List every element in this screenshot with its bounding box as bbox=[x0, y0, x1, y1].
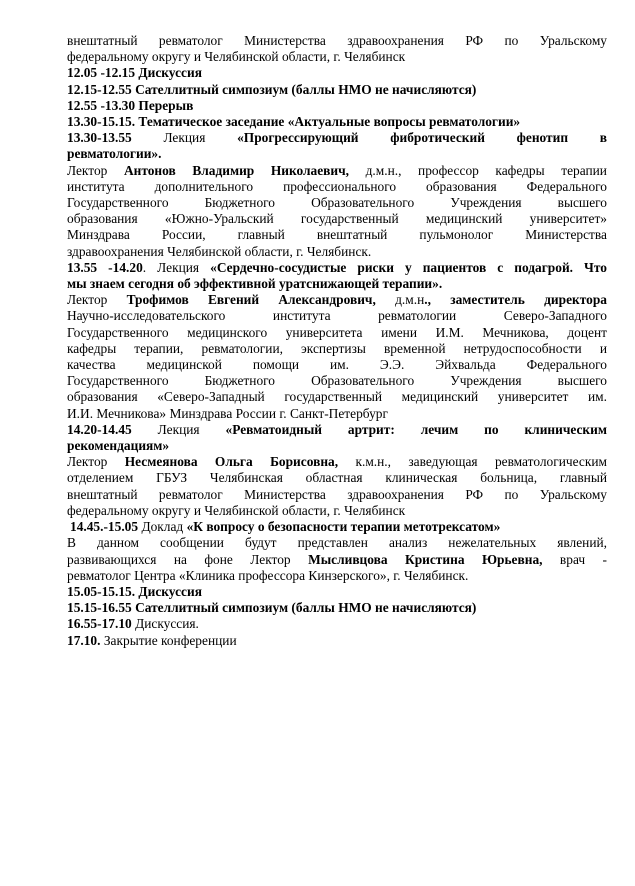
lecture-title-cont: ревматологии». bbox=[67, 146, 162, 162]
text-line: внештатный ревматолог Министерства здравоохранения РФ по Уральскому bbox=[67, 486, 607, 502]
lecture-type: Лекция bbox=[157, 421, 200, 437]
paragraph-continuation bbox=[67, 33, 607, 65]
text-line: Государственного Бюджетного Образовательного Учреждения высшего bbox=[67, 195, 607, 211]
text-line: Научно-исследовательского института ревматологии Северо-Западного bbox=[67, 308, 607, 324]
lecture-type: . Лекция bbox=[142, 259, 211, 275]
lecture-title: «Ревматоидный артрит: лечим по клиническим bbox=[225, 421, 607, 437]
schedule-item-lecture-2 bbox=[67, 260, 607, 422]
lecture-type: Лекция bbox=[163, 130, 206, 146]
text-line: качества медицинской помощи им. Э.Э. Эйхвальда Федерального bbox=[67, 357, 607, 373]
document-page bbox=[67, 33, 607, 649]
schedule-item-discussion-3 bbox=[67, 616, 607, 632]
lecturer-degree: д.м.н bbox=[395, 292, 425, 308]
text-line: образования «Южно-Уральский государственный медицинский университет» bbox=[67, 211, 607, 227]
report-title: «К вопросу о безопасности терапии метотрексатом» bbox=[186, 519, 501, 535]
text-line: института дополнительного профессионального образования Федерального bbox=[67, 178, 607, 194]
item-text: Закрытие конференции bbox=[103, 632, 237, 648]
lecturer-desc: ., заместитель директора bbox=[424, 292, 607, 308]
text-line: И.И. Мечникова» Минздрава России г. Санкт-Петербург bbox=[67, 405, 388, 421]
schedule-item-report bbox=[67, 519, 607, 584]
schedule-item-satellite-symposium-2: 15.15-16.55 Сателлитный симпозиум (баллы НМО не начисляются) bbox=[67, 600, 477, 616]
schedule-item-lecture-3 bbox=[67, 422, 607, 519]
text-line: внештатный ревматолог Министерства здравоохранения РФ по Уральскому bbox=[67, 33, 607, 48]
text-line: Государственного Бюджетного Образовательного Учреждения высшего bbox=[67, 373, 607, 389]
text-line: федеральному округу и Челябинской области, г. Челябинск bbox=[67, 49, 406, 65]
schedule-item-discussion-2: 15.05-15.15. Дискуссия bbox=[67, 583, 202, 599]
lecturer-name: Трофимов Евгений Александрович, bbox=[126, 292, 376, 308]
report-desc: развивающихся на фоне Лектор bbox=[67, 551, 291, 567]
text-line: Государственного медицинского университета имени И.М. Мечникова, доцент bbox=[67, 324, 607, 340]
schedule-item-discussion: 12.05 -12.15 Дискуссия bbox=[67, 65, 202, 81]
text-line: здравоохранения Челябинской области, г. Челябинск. bbox=[67, 243, 372, 259]
lecture-title: «Прогрессирующий фибротический фенотип в bbox=[237, 130, 607, 146]
item-text: Дискуссия. bbox=[135, 616, 199, 632]
lecturer-label: Лектор bbox=[67, 162, 108, 178]
lecture-title: «Сердечно-сосудистые риски у пациентов с подагрой. Что bbox=[210, 259, 607, 275]
lecturer-desc: врач - bbox=[559, 551, 607, 567]
lecturer-desc: к.м.н., заведующая ревматологическим bbox=[355, 454, 607, 470]
report-time: 14.45.-15.05 bbox=[70, 519, 139, 535]
lecture-time: 13.30-13.55 bbox=[67, 130, 132, 146]
lecturer-label: Лектор bbox=[67, 292, 108, 308]
lecture-time: 13.55 -14.20 bbox=[67, 259, 143, 275]
schedule-item-closing bbox=[67, 633, 607, 649]
text-line: ревматолог Центра «Клиника профессора Кинзерского», г. Челябинск. bbox=[67, 567, 469, 583]
item-time: 17.10. bbox=[67, 632, 101, 648]
lecture-title-cont: рекомендациям» bbox=[67, 438, 170, 454]
text-line: Минздрава России, главный внештатный пульмонолог Министерства bbox=[67, 227, 607, 243]
lecturer-label: Лектор bbox=[67, 454, 108, 470]
text-line: В данном сообщении будут представлен анализ нежелательных явлений, bbox=[67, 535, 607, 551]
schedule-item-lecture-1 bbox=[67, 130, 607, 260]
lecturer-desc: д.м.н., профессор кафедры терапии bbox=[365, 162, 607, 178]
lecture-time: 14.20-14.45 bbox=[67, 421, 132, 437]
text-line: кафедры терапии, ревматологии, экспертизы временной нетрудоспособности и bbox=[67, 340, 607, 356]
lecturer-name: Мысливцова Кристина Юрьевна, bbox=[308, 551, 543, 567]
lecture-title-cont: мы знаем сегодня об эффективной уратснижающей терапии». bbox=[67, 276, 443, 292]
text-line: образования «Северо-Западный государственный медицинский университет им. bbox=[67, 389, 607, 405]
text-line: федеральному округу и Челябинской области, г. Челябинск bbox=[67, 502, 406, 518]
text-line: отделением ГБУЗ Челябинская областная клиническая больница, главный bbox=[67, 470, 607, 486]
schedule-item-satellite-symposium: 12.15-12.55 Сателлитный симпозиум (баллы НМО не начисляются) bbox=[67, 81, 477, 97]
schedule-item-break: 12.55 -13.30 Перерыв bbox=[67, 97, 194, 113]
lecturer-name: Несмеянова Ольга Борисовна, bbox=[124, 454, 339, 470]
report-type: Доклад bbox=[141, 519, 184, 535]
schedule-item-thematic-session: 13.30-15.15. Тематическое заседание «Актуальные вопросы ревматологии» bbox=[67, 114, 521, 130]
lecturer-name: Антонов Владимир Николаевич, bbox=[123, 162, 350, 178]
item-time: 16.55-17.10 bbox=[67, 616, 132, 632]
